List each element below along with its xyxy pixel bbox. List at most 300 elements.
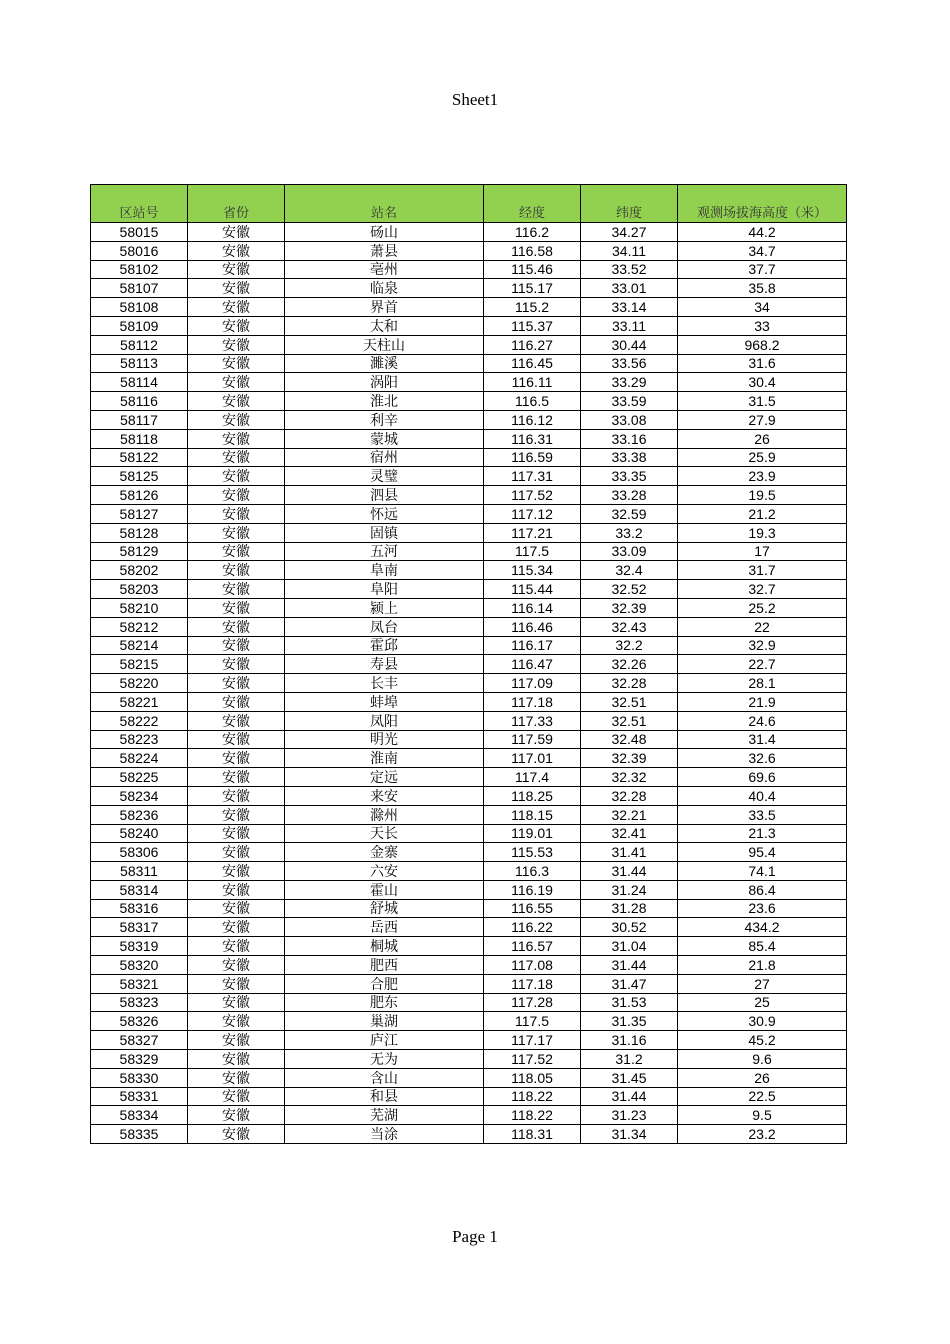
cell-station-name: 蚌埠 [285,692,484,711]
cell-latitude: 32.51 [581,692,678,711]
cell-longitude: 116.11 [484,373,581,392]
cell-station-id: 58212 [91,617,188,636]
cell-province: 安徽 [188,354,285,373]
table-row [91,1068,847,1087]
table-row [91,373,847,392]
cell-province: 安徽 [188,298,285,317]
cell-latitude: 32.26 [581,655,678,674]
cell-station-id: 58107 [91,279,188,298]
table-row [91,467,847,486]
cell-elevation: 25 [678,993,847,1012]
table-row [91,1031,847,1050]
cell-longitude: 116.45 [484,354,581,373]
cell-latitude: 31.2 [581,1050,678,1069]
cell-elevation: 34.7 [678,241,847,260]
cell-station-id: 58334 [91,1106,188,1125]
cell-latitude: 31.44 [581,862,678,881]
cell-longitude: 115.34 [484,561,581,580]
cell-province: 安徽 [188,843,285,862]
cell-elevation: 25.2 [678,598,847,617]
cell-station-id: 58320 [91,956,188,975]
cell-latitude: 33.09 [581,542,678,561]
cell-province: 安徽 [188,1031,285,1050]
cell-station-id: 58102 [91,260,188,279]
cell-station-id: 58221 [91,692,188,711]
cell-latitude: 31.23 [581,1106,678,1125]
cell-elevation: 33.5 [678,805,847,824]
cell-station-name: 凤台 [285,617,484,636]
cell-province: 安徽 [188,561,285,580]
cell-station-name: 阜南 [285,561,484,580]
station-table [90,184,847,1144]
cell-longitude: 115.53 [484,843,581,862]
cell-longitude: 116.5 [484,392,581,411]
cell-latitude: 32.28 [581,674,678,693]
cell-province: 安徽 [188,1050,285,1069]
cell-elevation: 21.9 [678,692,847,711]
cell-station-name: 六安 [285,862,484,881]
cell-elevation: 27.9 [678,410,847,429]
cell-province: 安徽 [188,937,285,956]
table-row [91,260,847,279]
cell-station-id: 58215 [91,655,188,674]
cell-latitude: 32.51 [581,711,678,730]
cell-station-name: 合肥 [285,974,484,993]
cell-elevation: 32.7 [678,580,847,599]
cell-province: 安徽 [188,598,285,617]
cell-province: 安徽 [188,410,285,429]
cell-station-id: 58125 [91,467,188,486]
cell-longitude: 116.2 [484,223,581,242]
cell-province: 安徽 [188,486,285,505]
cell-longitude: 116.55 [484,899,581,918]
cell-latitude: 31.04 [581,937,678,956]
cell-latitude: 30.44 [581,335,678,354]
cell-station-name: 巢湖 [285,1012,484,1031]
cell-longitude: 117.31 [484,467,581,486]
cell-station-name: 太和 [285,316,484,335]
cell-province: 安徽 [188,918,285,937]
cell-elevation: 23.2 [678,1125,847,1144]
cell-province: 安徽 [188,316,285,335]
cell-latitude: 33.2 [581,523,678,542]
cell-latitude: 31.47 [581,974,678,993]
cell-latitude: 33.28 [581,486,678,505]
table-row [91,674,847,693]
cell-longitude: 117.09 [484,674,581,693]
cell-province: 安徽 [188,1106,285,1125]
table-row [91,937,847,956]
cell-longitude: 116.19 [484,880,581,899]
table-row [91,636,847,655]
table-row [91,580,847,599]
cell-station-id: 58223 [91,730,188,749]
cell-province: 安徽 [188,467,285,486]
cell-longitude: 118.25 [484,786,581,805]
cell-elevation: 69.6 [678,768,847,787]
cell-latitude: 31.53 [581,993,678,1012]
cell-longitude: 117.59 [484,730,581,749]
cell-station-name: 寿县 [285,655,484,674]
cell-station-id: 58128 [91,523,188,542]
cell-province: 安徽 [188,711,285,730]
cell-province: 安徽 [188,523,285,542]
cell-station-id: 58210 [91,598,188,617]
cell-latitude: 33.11 [581,316,678,335]
cell-province: 安徽 [188,674,285,693]
table-row [91,523,847,542]
cell-latitude: 33.29 [581,373,678,392]
cell-station-id: 58240 [91,824,188,843]
cell-station-name: 肥东 [285,993,484,1012]
cell-station-id: 58114 [91,373,188,392]
cell-latitude: 33.52 [581,260,678,279]
cell-longitude: 116.47 [484,655,581,674]
cell-station-id: 58214 [91,636,188,655]
cell-province: 安徽 [188,335,285,354]
cell-station-id: 58327 [91,1031,188,1050]
cell-station-name: 固镇 [285,523,484,542]
cell-longitude: 116.14 [484,598,581,617]
cell-latitude: 32.2 [581,636,678,655]
table-row [91,918,847,937]
cell-province: 安徽 [188,1087,285,1106]
cell-station-name: 来安 [285,786,484,805]
cell-station-name: 颍上 [285,598,484,617]
cell-elevation: 23.6 [678,899,847,918]
header-station-name: 站名 [285,185,484,223]
cell-station-name: 明光 [285,730,484,749]
cell-elevation: 32.6 [678,749,847,768]
cell-station-name: 定远 [285,768,484,787]
cell-latitude: 33.59 [581,392,678,411]
cell-station-id: 58222 [91,711,188,730]
cell-station-id: 58329 [91,1050,188,1069]
cell-elevation: 21.8 [678,956,847,975]
cell-elevation: 74.1 [678,862,847,881]
cell-station-id: 58331 [91,1087,188,1106]
cell-latitude: 32.32 [581,768,678,787]
cell-longitude: 116.17 [484,636,581,655]
table-row [91,805,847,824]
cell-station-name: 濉溪 [285,354,484,373]
cell-station-id: 58335 [91,1125,188,1144]
cell-longitude: 115.37 [484,316,581,335]
cell-latitude: 32.43 [581,617,678,636]
table-row [91,335,847,354]
cell-longitude: 117.28 [484,993,581,1012]
cell-station-id: 58202 [91,561,188,580]
cell-elevation: 85.4 [678,937,847,956]
cell-longitude: 116.27 [484,335,581,354]
cell-province: 安徽 [188,223,285,242]
cell-province: 安徽 [188,1068,285,1087]
cell-province: 安徽 [188,241,285,260]
table-row [91,392,847,411]
cell-province: 安徽 [188,824,285,843]
cell-elevation: 21.3 [678,824,847,843]
cell-latitude: 33.01 [581,279,678,298]
cell-longitude: 117.08 [484,956,581,975]
cell-station-name: 临泉 [285,279,484,298]
cell-station-id: 58126 [91,486,188,505]
cell-station-id: 58129 [91,542,188,561]
cell-province: 安徽 [188,655,285,674]
header-latitude: 纬度 [581,185,678,223]
cell-station-name: 泗县 [285,486,484,505]
cell-province: 安徽 [188,956,285,975]
table-row [91,504,847,523]
cell-station-name: 金寨 [285,843,484,862]
cell-station-name: 霍山 [285,880,484,899]
cell-station-name: 含山 [285,1068,484,1087]
cell-station-id: 58316 [91,899,188,918]
cell-station-name: 无为 [285,1050,484,1069]
cell-station-name: 凤阳 [285,711,484,730]
cell-station-name: 蒙城 [285,429,484,448]
cell-station-id: 58203 [91,580,188,599]
cell-station-id: 58112 [91,335,188,354]
cell-latitude: 33.56 [581,354,678,373]
cell-elevation: 22.5 [678,1087,847,1106]
cell-longitude: 117.4 [484,768,581,787]
cell-latitude: 32.21 [581,805,678,824]
cell-province: 安徽 [188,504,285,523]
cell-station-name: 宿州 [285,448,484,467]
table-row [91,561,847,580]
cell-station-id: 58330 [91,1068,188,1087]
cell-station-id: 58113 [91,354,188,373]
cell-latitude: 31.28 [581,899,678,918]
cell-latitude: 31.41 [581,843,678,862]
cell-station-name: 淮南 [285,749,484,768]
cell-station-id: 58108 [91,298,188,317]
cell-latitude: 31.24 [581,880,678,899]
cell-station-id: 58116 [91,392,188,411]
table-row [91,786,847,805]
cell-station-name: 涡阳 [285,373,484,392]
cell-longitude: 117.52 [484,1050,581,1069]
table-row [91,862,847,881]
cell-elevation: 26 [678,1068,847,1087]
cell-longitude: 117.17 [484,1031,581,1050]
cell-station-id: 58122 [91,448,188,467]
cell-province: 安徽 [188,392,285,411]
cell-longitude: 116.59 [484,448,581,467]
cell-latitude: 33.08 [581,410,678,429]
cell-elevation: 33 [678,316,847,335]
cell-province: 安徽 [188,974,285,993]
cell-province: 安徽 [188,580,285,599]
cell-longitude: 116.57 [484,937,581,956]
cell-province: 安徽 [188,448,285,467]
cell-province: 安徽 [188,636,285,655]
cell-longitude: 117.5 [484,1012,581,1031]
cell-station-id: 58224 [91,749,188,768]
cell-elevation: 19.3 [678,523,847,542]
cell-longitude: 116.31 [484,429,581,448]
cell-station-id: 58317 [91,918,188,937]
header-province: 省份 [188,185,285,223]
cell-latitude: 31.34 [581,1125,678,1144]
cell-elevation: 31.5 [678,392,847,411]
cell-longitude: 115.44 [484,580,581,599]
cell-elevation: 23.9 [678,467,847,486]
cell-station-name: 砀山 [285,223,484,242]
cell-elevation: 968.2 [678,335,847,354]
cell-longitude: 118.15 [484,805,581,824]
cell-province: 安徽 [188,373,285,392]
cell-elevation: 17 [678,542,847,561]
header-row [91,185,847,223]
cell-station-id: 58015 [91,223,188,242]
cell-station-id: 58323 [91,993,188,1012]
cell-latitude: 32.52 [581,580,678,599]
cell-station-name: 庐江 [285,1031,484,1050]
table-row [91,598,847,617]
sheet-title: Sheet1 [451,90,499,109]
cell-station-name: 桐城 [285,937,484,956]
cell-station-id: 58109 [91,316,188,335]
cell-province: 安徽 [188,279,285,298]
cell-longitude: 118.05 [484,1068,581,1087]
cell-longitude: 117.18 [484,692,581,711]
table-row [91,617,847,636]
cell-elevation: 27 [678,974,847,993]
cell-station-name: 肥西 [285,956,484,975]
cell-elevation: 40.4 [678,786,847,805]
cell-station-name: 当涂 [285,1125,484,1144]
cell-elevation: 31.6 [678,354,847,373]
cell-province: 安徽 [188,749,285,768]
table-row [91,824,847,843]
header-station-id: 区站号 [91,185,188,223]
cell-longitude: 118.22 [484,1106,581,1125]
table-row [91,279,847,298]
cell-latitude: 31.44 [581,1087,678,1106]
table-row [91,880,847,899]
cell-elevation: 26 [678,429,847,448]
cell-latitude: 34.11 [581,241,678,260]
cell-latitude: 31.44 [581,956,678,975]
cell-station-name: 和县 [285,1087,484,1106]
table-row [91,993,847,1012]
cell-latitude: 32.39 [581,598,678,617]
cell-longitude: 115.46 [484,260,581,279]
cell-latitude: 32.4 [581,561,678,580]
cell-longitude: 116.58 [484,241,581,260]
cell-longitude: 117.5 [484,542,581,561]
cell-station-name: 阜阳 [285,580,484,599]
cell-latitude: 32.39 [581,749,678,768]
cell-province: 安徽 [188,730,285,749]
table-row [91,730,847,749]
cell-longitude: 118.22 [484,1087,581,1106]
cell-latitude: 30.52 [581,918,678,937]
cell-elevation: 95.4 [678,843,847,862]
table-row [91,223,847,242]
cell-province: 安徽 [188,768,285,787]
cell-elevation: 25.9 [678,448,847,467]
cell-station-name: 岳西 [285,918,484,937]
cell-longitude: 117.52 [484,486,581,505]
table-row [91,692,847,711]
cell-elevation: 35.8 [678,279,847,298]
cell-province: 安徽 [188,542,285,561]
cell-station-id: 58319 [91,937,188,956]
table-row [91,749,847,768]
cell-longitude: 117.18 [484,974,581,993]
cell-longitude: 116.46 [484,617,581,636]
cell-latitude: 32.41 [581,824,678,843]
cell-station-id: 58225 [91,768,188,787]
cell-province: 安徽 [188,617,285,636]
cell-station-name: 亳州 [285,260,484,279]
table-row [91,974,847,993]
cell-elevation: 22 [678,617,847,636]
table-row [91,1087,847,1106]
cell-station-id: 58314 [91,880,188,899]
table-row [91,711,847,730]
cell-longitude: 119.01 [484,824,581,843]
table-row [91,1012,847,1031]
cell-elevation: 21.2 [678,504,847,523]
table-body [91,223,847,1144]
cell-station-name: 滁州 [285,805,484,824]
cell-station-id: 58118 [91,429,188,448]
cell-latitude: 33.35 [581,467,678,486]
table-row [91,542,847,561]
table-row [91,354,847,373]
cell-station-name: 天长 [285,824,484,843]
cell-elevation: 45.2 [678,1031,847,1050]
cell-longitude: 117.01 [484,749,581,768]
cell-station-name: 天柱山 [285,335,484,354]
cell-station-name: 霍邱 [285,636,484,655]
cell-longitude: 117.12 [484,504,581,523]
cell-elevation: 30.9 [678,1012,847,1031]
cell-station-name: 舒城 [285,899,484,918]
cell-station-id: 58127 [91,504,188,523]
page-footer: Page 1 [452,1227,498,1246]
cell-station-id: 58234 [91,786,188,805]
cell-province: 安徽 [188,880,285,899]
cell-elevation: 9.6 [678,1050,847,1069]
table-row [91,843,847,862]
table-row [91,768,847,787]
table-row [91,241,847,260]
cell-station-name: 长丰 [285,674,484,693]
cell-province: 安徽 [188,993,285,1012]
cell-longitude: 115.2 [484,298,581,317]
cell-longitude: 116.3 [484,862,581,881]
cell-latitude: 31.35 [581,1012,678,1031]
cell-elevation: 32.9 [678,636,847,655]
cell-elevation: 9.5 [678,1106,847,1125]
cell-elevation: 86.4 [678,880,847,899]
cell-station-id: 58220 [91,674,188,693]
cell-station-name: 灵璧 [285,467,484,486]
cell-elevation: 44.2 [678,223,847,242]
table-row [91,486,847,505]
table-row [91,655,847,674]
table-row [91,448,847,467]
header-longitude: 经度 [484,185,581,223]
cell-station-id: 58321 [91,974,188,993]
cell-latitude: 33.16 [581,429,678,448]
table-row [91,1050,847,1069]
cell-latitude: 32.48 [581,730,678,749]
